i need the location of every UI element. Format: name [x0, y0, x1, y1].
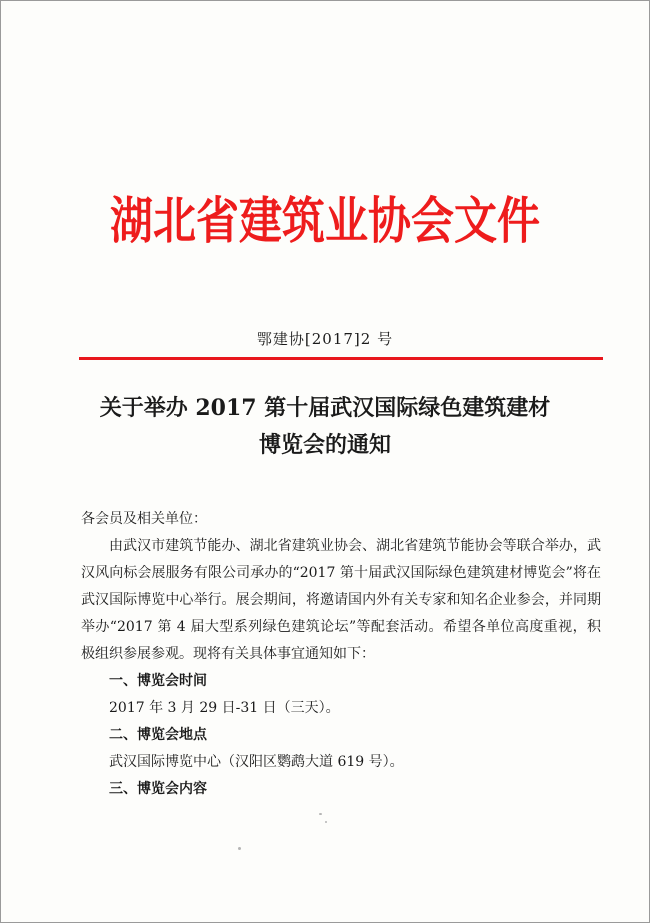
notice-title	[1, 390, 649, 464]
section-content-location: 武汉国际博览中心（汉阳区鹦鹉大道 619 号）。	[109, 754, 404, 770]
notice-title-line-1: 关于举办 2017 第十届武汉国际绿色建筑建材	[99, 395, 551, 421]
notice-title-line-2: 博览会的通知	[258, 432, 391, 458]
notice-body	[81, 506, 601, 803]
section-heading-time: 一、博览会时间	[109, 673, 207, 689]
salutation: 各会员及相关单位：	[81, 511, 207, 527]
section-heading-content: 三、博览会内容	[109, 781, 207, 797]
intro-paragraph: 由武汉市建筑节能办、湖北省建筑业协会、湖北省建筑节能协会等联合举办，武汉风向标会展服务有限公司承办的“2017 第十届武汉国际绿色建筑建材博览会”将在武汉国际博览中心举行。展会期间，将邀请国内外有关专家和知名企业参会，并同期举办“2017 第 4 届大型系列绿色建筑论坛”等配套活动。希望各单位高度重视，积极组织参展参观。现将有关具体事宜通知如下：	[81, 538, 601, 662]
section-content-time: 2017 年 3 月 29 日-31 日（三天）。	[109, 700, 340, 716]
document-number: 鄂建协[2017]2 号	[256, 330, 394, 348]
section-heading-location: 二、博览会地点	[109, 727, 207, 743]
red-divider-line	[79, 357, 603, 360]
scan-speck	[319, 813, 322, 815]
issuer-header-title: 湖北省建筑业协会文件	[109, 192, 540, 250]
scan-speck	[325, 821, 327, 823]
scan-speck	[238, 847, 241, 850]
